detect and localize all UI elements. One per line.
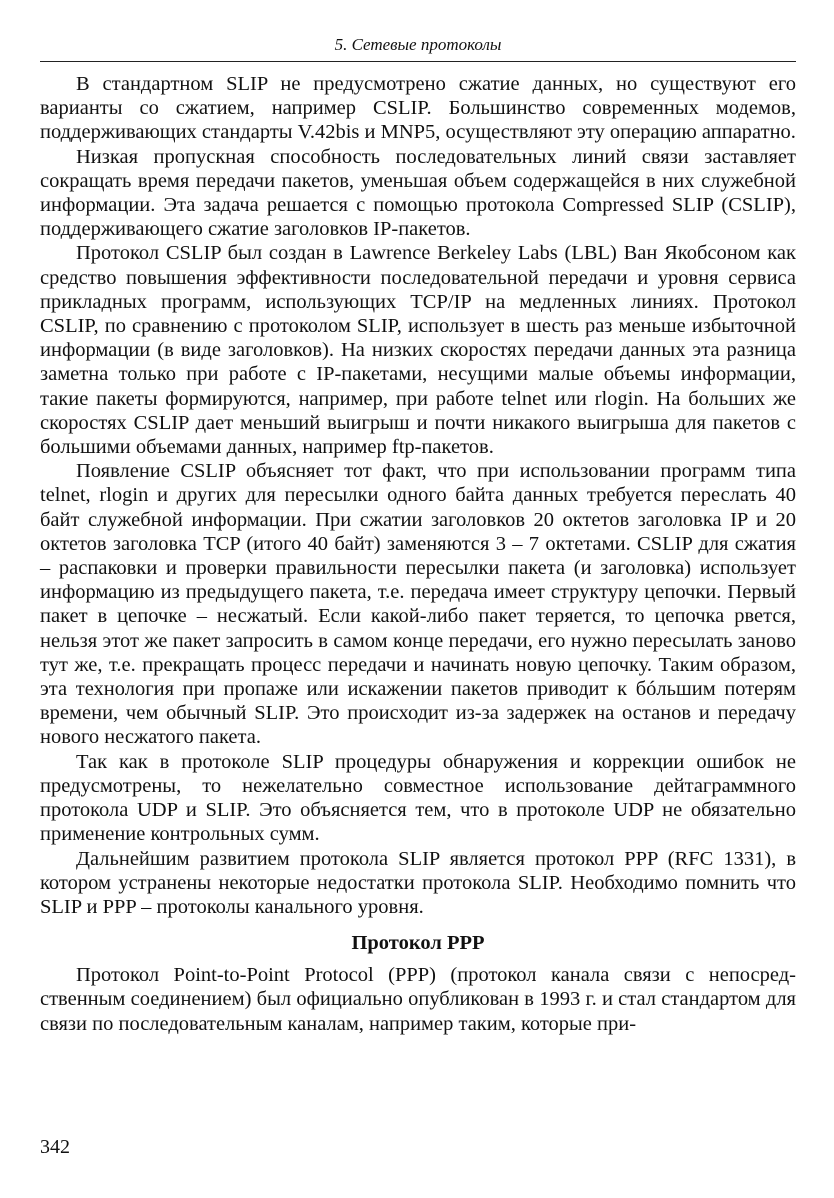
paragraph: Дальнейшим развитием протокола SLIP является протокол PPP (RFC 1331), в котором устранены некоторые недостатки протокола SLIP. Необходимо помнить что SLIP и PPP – протоколы канального уровня.: [40, 847, 796, 918]
body-text: [40, 72, 796, 1036]
paragraph: Протокол CSLIP был создан в Lawrence Berkeley Labs (LBL) Ван Якобсоном как средство повышения эффективности последовательной передачи и уровня сервиса прикладных программ, использующих TCP/IP на медленных линиях. Протокол CSLIP, по сравнению с протоколом SLIP, использует в шесть раз меньше избыточной информации (в виде заголовков). На низких скоростях передачи данных эта разница заметна только при работе с IP-пакетами, несущими малые объемы информации, такие пакеты формируются, например, при работе telnet или rlogin. На больших же скоростях CSLIP дает меньший выигрыш и почти никакого выигрыша для пакетов с большими объемами данных, например ftp-пакетов.: [40, 242, 796, 459]
section-heading: Протокол PPP: [351, 932, 485, 955]
paragraph: Протокол Point-to-Point Protocol (PPP) (протокол канала связи с непосредственным соединением) был официально опубликован в 1993 г. и стал стандартом для связи по последовательным каналам, например таким, которые при-: [40, 964, 796, 1035]
paragraph: Так как в протоколе SLIP процедуры обнаружения и коррекции ошибок не предусмотрены, то нежелательно совместное использование дейтаграммного протокола UDP и SLIP. Это объясняется тем, что в протоколе UDP не обязательно применение контрольных сумм.: [40, 750, 796, 846]
page-number: 342: [40, 1136, 70, 1158]
paragraph: В стандартном SLIP не предусмотрено сжатие данных, но существуют его варианты со сжатием, например CSLIP. Большинство современных модемов, поддерживающих стандарты V.42bis и MNP5, осуществляют эту операцию аппаратно.: [40, 73, 796, 144]
running-header: 5. Сетевые протоколы: [40, 34, 796, 62]
paragraph: Появление CSLIP объясняет тот факт, что при использовании программ типа telnet, rlogin и других для пересылки одного байта данных требуется переслать 40 байт служебной информации. При сжатии заголовков 20 октетов заголовка IP и 20 октетов заголовка TCP (итого 40 байт) заменяются 3 – 7 октетами. CSLIP для сжатия – распаковки и проверки правильности пересылки пакета (и заголовка) использует информацию из предыдущего пакета, т.е. передача имеет структуру цепочки. Первый пакет в цепочке – несжатый. Если какой-либо пакет теряется, то цепочка рвется, нельзя этот же пакет запросить в самом конце передачи, его нужно пересылать заново тут же, т.е. прекращать процесс передачи и начинать новую цепочку. Таким образом, эта технология при пропаже или искажении пакетов приводит к бóльшим потерям времени, чем обычный SLIP. Это происходит из-за задержек на останов и передачу нового несжатого пакета.: [40, 460, 796, 749]
document-page: [40, 34, 796, 1036]
paragraph: Низкая пропускная способность последовательных линий связи заставляет сокращать время передачи пакетов, уменьшая объем содержащейся в них служебной информации. Эта задача решается с помощью протокола Compressed SLIP (CSLIP), поддерживающего сжатие заголовков IP-пакетов.: [40, 145, 796, 241]
